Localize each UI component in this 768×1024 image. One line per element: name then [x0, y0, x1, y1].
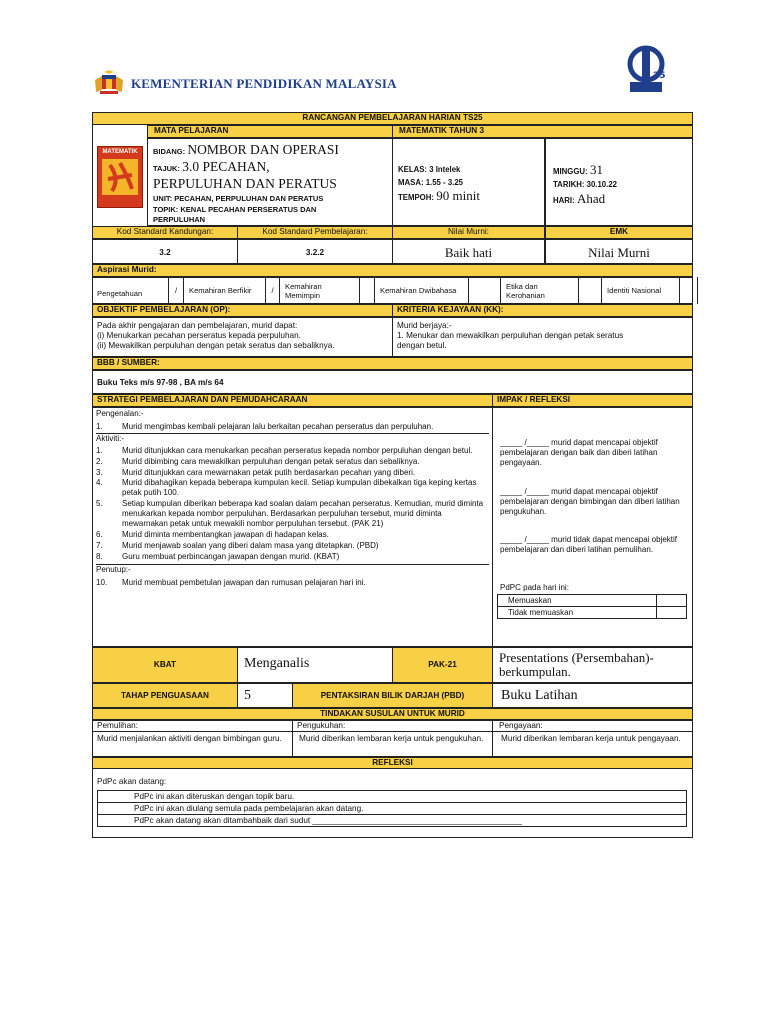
op-line-3: (ii) Mewakilkan perpuluhan dengan petak seratus dan sebaliknya. — [97, 341, 335, 350]
pemulihan-label: Pemulihan: — [92, 720, 293, 732]
pak-value-1: Presentations (Persembahan)- — [499, 650, 654, 665]
aspirasi-check-2[interactable]: / — [266, 277, 280, 304]
pbd-value: Buku Latihan — [492, 683, 693, 708]
ksk-value: 3.2 — [92, 239, 238, 264]
list-item-number: 5. — [96, 499, 103, 509]
list-item-number: 7. — [96, 540, 103, 550]
pengenalan-label: Pengenalan:- — [96, 409, 144, 418]
aspirasi-item-4: Kemahiran Dwibahasa — [375, 277, 469, 304]
op-label: OBJEKTIF PEMBELAJARAN (OP): — [92, 304, 393, 317]
pbd-label: PENTAKSIRAN BILIK DARJAH (PBD) — [292, 683, 493, 708]
textbook-cover-art-icon — [98, 155, 142, 199]
penutup-label: Penutup:- — [96, 564, 489, 575]
list-item — [96, 578, 489, 588]
emk-label: EMK — [545, 226, 693, 239]
strategi-content — [96, 409, 489, 645]
ksk-label: Kod Standard Kandungan: — [92, 226, 238, 239]
hari-label: HARI: — [553, 196, 575, 205]
aspirasi-check-5[interactable] — [579, 277, 602, 304]
list-item-text: Murid membuat pembetulan jawapan dan rumusan pelajaran hari ini. — [122, 577, 366, 587]
refleksi-option-1: PdPc ini akan diteruskan dengan topik baru. — [97, 790, 687, 803]
aktiviti-list — [96, 446, 489, 562]
pak-value-2: berkumpulan. — [499, 664, 571, 679]
pengayaan-value: Murid diberikan lembaran kerja untuk pengayaan. — [492, 731, 693, 757]
pengayaan-label: Pengayaan: — [492, 720, 693, 732]
pengukuhan-label: Pengukuhan: — [292, 720, 493, 732]
list-item-text: Guru membuat perbincangan jawapan dengan murid. (KBAT) — [122, 551, 340, 561]
ministry-title: KEMENTERIAN PENDIDIKAN MALAYSIA — [131, 76, 397, 91]
logo-number: 25 — [653, 71, 666, 81]
subject-label: MATA PELAJARAN — [147, 125, 393, 138]
list-item-number: 3. — [96, 467, 103, 477]
hari-row — [553, 191, 693, 207]
list-item-number: 2. — [96, 456, 103, 466]
kbat-label: KBAT — [92, 647, 238, 683]
tajuk-value-1: 3.0 PECAHAN, — [182, 159, 270, 174]
impak-bimbingan: _____ /_____ murid dapat mencapai objektif pembelajaran dengan bimbingan dan diberi latihan pengukuhan. — [500, 487, 680, 516]
textbook-cover-title: MATEMATIK — [102, 149, 138, 155]
op-line-1: Pada akhir pengajaran dan pembelajaran, murid dapat: — [97, 321, 298, 330]
aspirasi-item-6: Identiti Nasional — [602, 277, 680, 304]
tindakan-label: TINDAKAN SUSULAN UNTUK MURID — [92, 708, 693, 720]
tahap-value: 5 — [237, 683, 293, 708]
bidang-label: BIDANG: — [153, 147, 186, 156]
tarikh-line: TARIKH: 30.10.22 — [553, 180, 617, 189]
refleksi-option-3: PdPc akan datang akan ditambahbaik dari sudut ______________________________________________ — [97, 814, 687, 827]
aspirasi-item-2: Kemahiran Berfikir — [184, 277, 266, 304]
kk-line-3: dengan betul. — [397, 341, 447, 350]
list-item-number: 1. — [96, 421, 103, 431]
pdpc-akan-datang-label: PdPc akan datang: — [97, 777, 167, 786]
refleksi-option-2: PdPc ini akan diulang semula pada pembelajaran akan datang. — [97, 802, 687, 815]
impak-pemulihan: _____ /_____ murid tidak dapat mencapai objektif pembelajaran dan diberi latihan pemulihan. — [500, 535, 678, 554]
ts25-logo-icon — [620, 44, 672, 100]
kelas-line: KELAS: 3 Intelek — [398, 165, 461, 174]
kbat-value: Menganalis — [237, 647, 393, 683]
pengenalan-list — [96, 422, 489, 432]
aktiviti-label: Aktiviti:- — [96, 433, 489, 444]
tempoh-value: 90 minit — [436, 188, 480, 203]
list-item — [96, 422, 489, 432]
bidang-value: NOMBOR DAN OPERASI — [187, 142, 339, 157]
topik-line-2: PERPULUHAN — [153, 215, 206, 224]
list-item-number: 1. — [96, 445, 103, 455]
tahap-label: TAHAP PENGUASAAN — [92, 683, 238, 708]
list-item-text: Murid mengimbas kembali pelajaran lalu berkaitan pecahan perseratus dan perpuluhan. — [122, 421, 434, 431]
list-item-number: 6. — [96, 529, 103, 539]
aspirasi-item-1: Pengetahuan — [92, 277, 169, 304]
tempoh-label: TEMPOH: — [398, 193, 434, 202]
plan-title: RANCANGAN PEMBELAJARAN HARIAN TS25 — [92, 112, 693, 125]
kk-body — [392, 317, 693, 357]
op-line-2: (i) Menukarkan pecahan perseratus kepada perpuluhan. — [97, 331, 301, 340]
list-item — [96, 468, 489, 478]
list-item-number: 10. — [96, 577, 108, 587]
kk-line-2: 1. Menukar dan mewakilkan perpuluhan dengan petak seratus — [397, 331, 624, 340]
bbb-value: Buku Teks m/s 97-98 , BA m/s 64 — [92, 370, 693, 394]
aspirasi-check-4[interactable] — [469, 277, 501, 304]
pak-label: PAK-21 — [392, 647, 493, 683]
list-item-text: Setiap kumpulan diberikan beberapa kad soalan dalam pecahan perseratus. Kemudian, murid diminta menukarkan kepada nombor perpuluhan. Berdasarkan perpuluhan tersebut, murid diminta mewarnakan petak untuk mewakili nombor perpuluhan tersebut. (PAK 21) — [122, 499, 484, 529]
list-item-text: Murid diminta membentangkan jawapan di hadapan kelas. — [122, 529, 329, 539]
tidak-memuaskan-option: Tidak memuaskan — [497, 606, 657, 619]
emk-value: Nilai Murni — [545, 239, 693, 264]
list-item — [96, 530, 489, 540]
impak-label: IMPAK / REFLEKSI — [492, 394, 693, 407]
pak-value — [492, 647, 693, 683]
list-item — [96, 457, 489, 467]
list-item — [96, 552, 489, 562]
topik-line-1: TOPIK: KENAL PECAHAN PERSERATUS DAN — [153, 205, 317, 214]
tidak-memuaskan-checkbox[interactable] — [656, 606, 687, 619]
refleksi-label: REFLEKSI — [92, 757, 693, 769]
list-item-text: Murid dibimbing cara mewakilkan perpuluhan dengan petak seratus dan sebaliknya. — [122, 456, 420, 466]
memuaskan-option: Memuaskan — [497, 594, 657, 607]
ksp-label: Kod Standard Pembelajaran: — [237, 226, 393, 239]
aspirasi-label: Aspirasi Murid: — [92, 264, 693, 277]
bbb-label: BBB / SUMBER: — [92, 357, 693, 370]
nilai-label: Nilai Murni: — [392, 226, 545, 239]
minggu-row — [553, 162, 693, 178]
nilai-value: Baik hati — [392, 239, 545, 264]
masa-line: MASA: 1.55 - 3.25 — [398, 178, 463, 187]
strategi-label: STRATEGI PEMBELAJARAN DAN PEMUDAHCARAAN — [92, 394, 493, 407]
list-item — [96, 541, 489, 551]
op-body — [92, 317, 393, 357]
aspirasi-item-3: Kemahiran Memimpin — [280, 277, 360, 304]
penutup-list — [96, 578, 489, 588]
minggu-value: 31 — [589, 162, 603, 177]
aspirasi-check-1[interactable]: / — [169, 277, 184, 304]
hari-value: Ahad — [576, 191, 606, 206]
minggu-label: MINGGU: — [553, 167, 588, 176]
kk-label: KRITERIA KEJAYAAN (KK): — [392, 304, 693, 317]
list-item-text: Murid ditunjukkan cara mewarnakan petak putih berdasarkan pecahan yang diberi. — [122, 467, 416, 477]
kk-line-1: Murid berjaya:- — [397, 321, 452, 330]
list-item-number: 4. — [96, 478, 103, 488]
pdpc-hari-ini-label: PdPC pada hari ini: — [500, 583, 569, 592]
aspirasi-item-5: Etika dan Kerohanian — [501, 277, 579, 304]
tempoh-row — [398, 188, 543, 206]
textbook-cover — [97, 146, 143, 208]
tajuk-label: TAJUK: — [153, 164, 180, 173]
aspirasi-check-6[interactable] — [680, 277, 698, 304]
list-item-text: Murid ditunjukkan cara menukarkan pecahan perseratus kepada nombor perpuluhan dengan betul. — [122, 445, 473, 455]
list-item — [96, 478, 489, 498]
pemulihan-value: Murid menjalankan aktiviti dengan bimbingan guru. — [92, 731, 293, 757]
impak-baik: _____ /_____ murid dapat mencapai objektif pembelajaran dengan baik dan diberi latihan pengayaan. — [500, 438, 658, 467]
ksp-value: 3.2.2 — [237, 239, 393, 264]
aspirasi-check-3[interactable] — [360, 277, 375, 304]
malaysia-crest-icon — [93, 70, 125, 96]
list-item-number: 8. — [96, 551, 103, 561]
list-item — [96, 499, 489, 529]
list-item — [96, 446, 489, 456]
list-item-text: Murid menjawab soalan yang diberi dalam masa yang ditetapkan. (PBD) — [122, 540, 379, 550]
list-item-text: Murid dibahagikan kepada beberapa kumpulan kecil. Setiap kumpulan dibekalkan tiga keping kertas petak putih 100. — [122, 478, 477, 498]
pengukuhan-value: Murid diberikan lembaran kerja untuk pengukuhan. — [292, 731, 493, 757]
subject-value: MATEMATIK TAHUN 3 — [392, 125, 693, 138]
tajuk-value-2: PERPULUHAN DAN PERATUS — [153, 176, 337, 191]
unit-line: UNIT: PECAHAN, PERPULUHAN DAN PERATUS — [153, 194, 324, 203]
